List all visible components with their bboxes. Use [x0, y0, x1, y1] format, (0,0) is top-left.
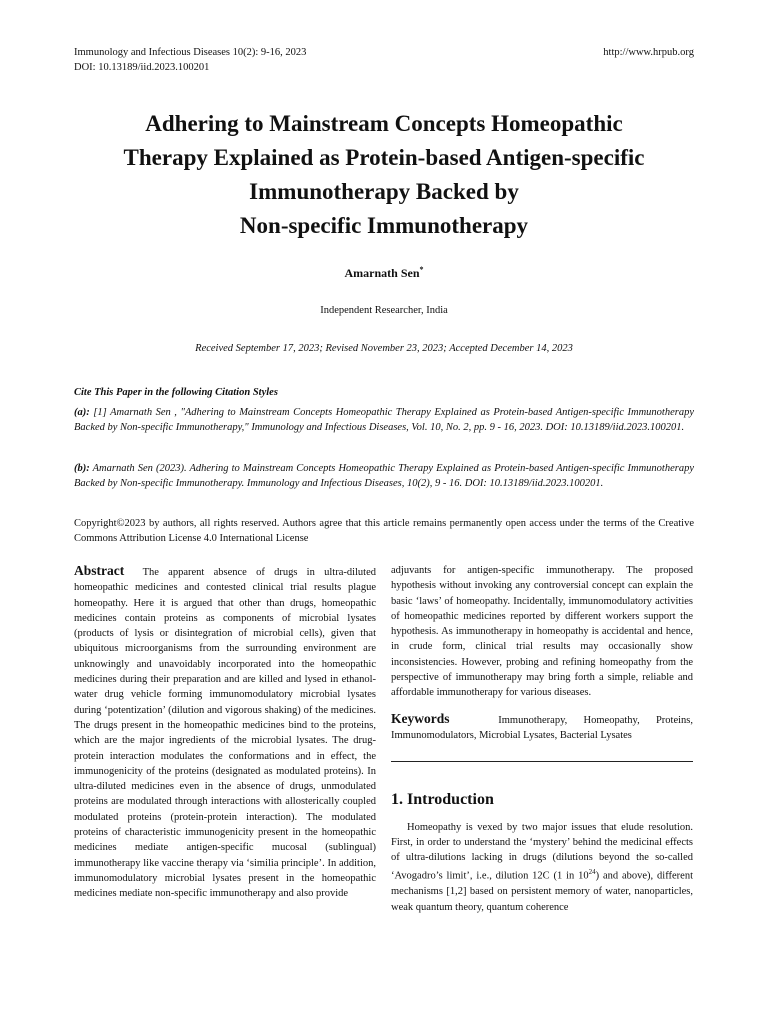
keywords-label: Keywords — [391, 710, 450, 726]
citation-style-b — [74, 461, 694, 491]
title-line: Non-specific Immunotherapy — [239, 213, 529, 238]
intro-text-part-1: Homeopathy is vexed by two major issues that elude resolution. First, in order to understand the ‘mystery’ behind the medicinal effects of ultra-dilutions lacking in drugs (dilutions beyond the so-called ‘Avogadro’s limit’, i.e., dilution 12C (1 in 10 — [391, 821, 693, 882]
citation-a-text: [1] Amarnath Sen , "Adhering to Mainstream Concepts Homeopathic Therapy Explained as Protein-based Antigen-specific Immunotherapy Backed by Non-specific Immunotherapy," Immunology and Infectious Diseases, Vol. 10, No. 2, pp. 9 - 16, 2023. DOI: 10.13189/iid.2023.100201. — [74, 407, 695, 433]
copyright-notice: Copyright©2023 by authors, all rights reserved. Authors agree that this article remains permanently open access under the terms of the Creative Commons Attribution License 4.0 International License — [74, 518, 694, 544]
title-line: Therapy Explained as Protein-based Antigen-specific — [123, 145, 645, 170]
citation-b-text: Amarnath Sen (2023). Adhering to Mainstream Concepts Homeopathic Therapy Explained as Protein-based Antigen-specific Immunotherapy Backed by Non-specific Immunotherapy. Immunology and Infectious Diseases, 10(2), 9 - 16. DOI: 10.13189/iid.2023.100201. — [74, 463, 694, 489]
left-column — [74, 563, 376, 902]
introduction-heading: 1. Introduction — [391, 791, 494, 809]
keywords-text: Immunotherapy, Homeopathy, Proteins, Immunomodulators, Microbial Lysates, Bacterial Lysates — [391, 714, 694, 741]
abstract-text: The apparent absence of drugs in ultra-diluted homeopathic medicines and contested clinical trial results plague homeopathy. Here it is argued that other than drugs, homeopathic medicines contain proteins as components of microbial lysates (products of lysis or disintegration of microbial cells), given that ubiquitous microorganisms from the surrounding environment are unknowingly and unavoidably incorporated into the homeopathic medicines during their preparation and are killed and lysed in ethanol-water drug vehicle forming immunomodulatory microbial lysates during ‘potentization’ (dilution and vigorous shaking) of the medicines. The drugs present in the homeopathic medicines bind to the proteins, which are the major ingredients of the microbial lysates. The drug-protein interaction modulates the conformations and in effect, the immunogenicity of the proteins (designated as modulated proteins). In ultra-diluted medicines even in the absence of drugs, unmodulated proteins are modulated through interactions with allosterically coupled modulated proteins (protein-protein interaction). The modulated proteins of characteristic immunogenicity present in the homeopathic medicines mediate antigen-specific mucosal (sublingual) immunotherapy like vaccine therapy via ‘similia principle’. In addition, immunomodulatory microbial lysates present in the homeopathic medicines mediate non-specific immunotherapy and also provide — [74, 567, 377, 900]
intro-exponent: 24 — [588, 868, 596, 877]
affiliation: Independent Researcher, India — [320, 305, 448, 316]
section-divider — [391, 761, 693, 762]
title-line: Immunotherapy Backed by — [249, 179, 519, 204]
abstract-label: Abstract — [74, 563, 125, 578]
journal-header — [74, 45, 306, 75]
author-line — [0, 265, 768, 281]
citation-heading: Cite This Paper in the following Citation Styles — [74, 387, 278, 398]
citation-a-label: (a): — [74, 407, 90, 418]
keywords-block — [391, 711, 693, 744]
journal-url[interactable]: http://www.hrpub.org — [603, 47, 694, 58]
citation-b-label: (b): — [74, 463, 90, 474]
citation-style-a — [74, 405, 694, 435]
author-name: Amarnath Sen — [344, 266, 420, 280]
intro-text-part-2: ) and above), different mechanisms [1,2] based on persistent memory of water, nanoparticles, weak quantum theory, quantum coherence — [391, 870, 693, 913]
title-line: Adhering to Mainstream Concepts Homeopathic — [145, 111, 623, 136]
right-column — [391, 563, 693, 915]
doi: DOI: 10.13189/iid.2023.100201 — [74, 62, 210, 73]
journal-citation: Immunology and Infectious Diseases 10(2): 9-16, 2023 — [74, 47, 307, 58]
author-footnote-mark: * — [419, 265, 424, 274]
submission-dates: Received September 17, 2023; Revised November 23, 2023; Accepted December 14, 2023 — [195, 343, 573, 354]
paper-title — [60, 107, 708, 243]
abstract-continued: adjuvants for antigen-specific immunotherapy. The proposed hypothesis without invoking any controversial concept can explain the basic ‘laws’ of homeopathy. Incidentally, immunomodulatory activities of homeopathic medicines reported by different workers support the hypothesis. As immunotherapy in homeopathy is accidental and hence, in crude form, clinical trial results may occasionally show inconsistencies. However, probing and refining homeopathy from the perspective of immunotherapy may bring forth a simple, reliable and affordable immunotherapy for various diseases. — [391, 565, 693, 699]
introduction-paragraph — [391, 820, 693, 915]
